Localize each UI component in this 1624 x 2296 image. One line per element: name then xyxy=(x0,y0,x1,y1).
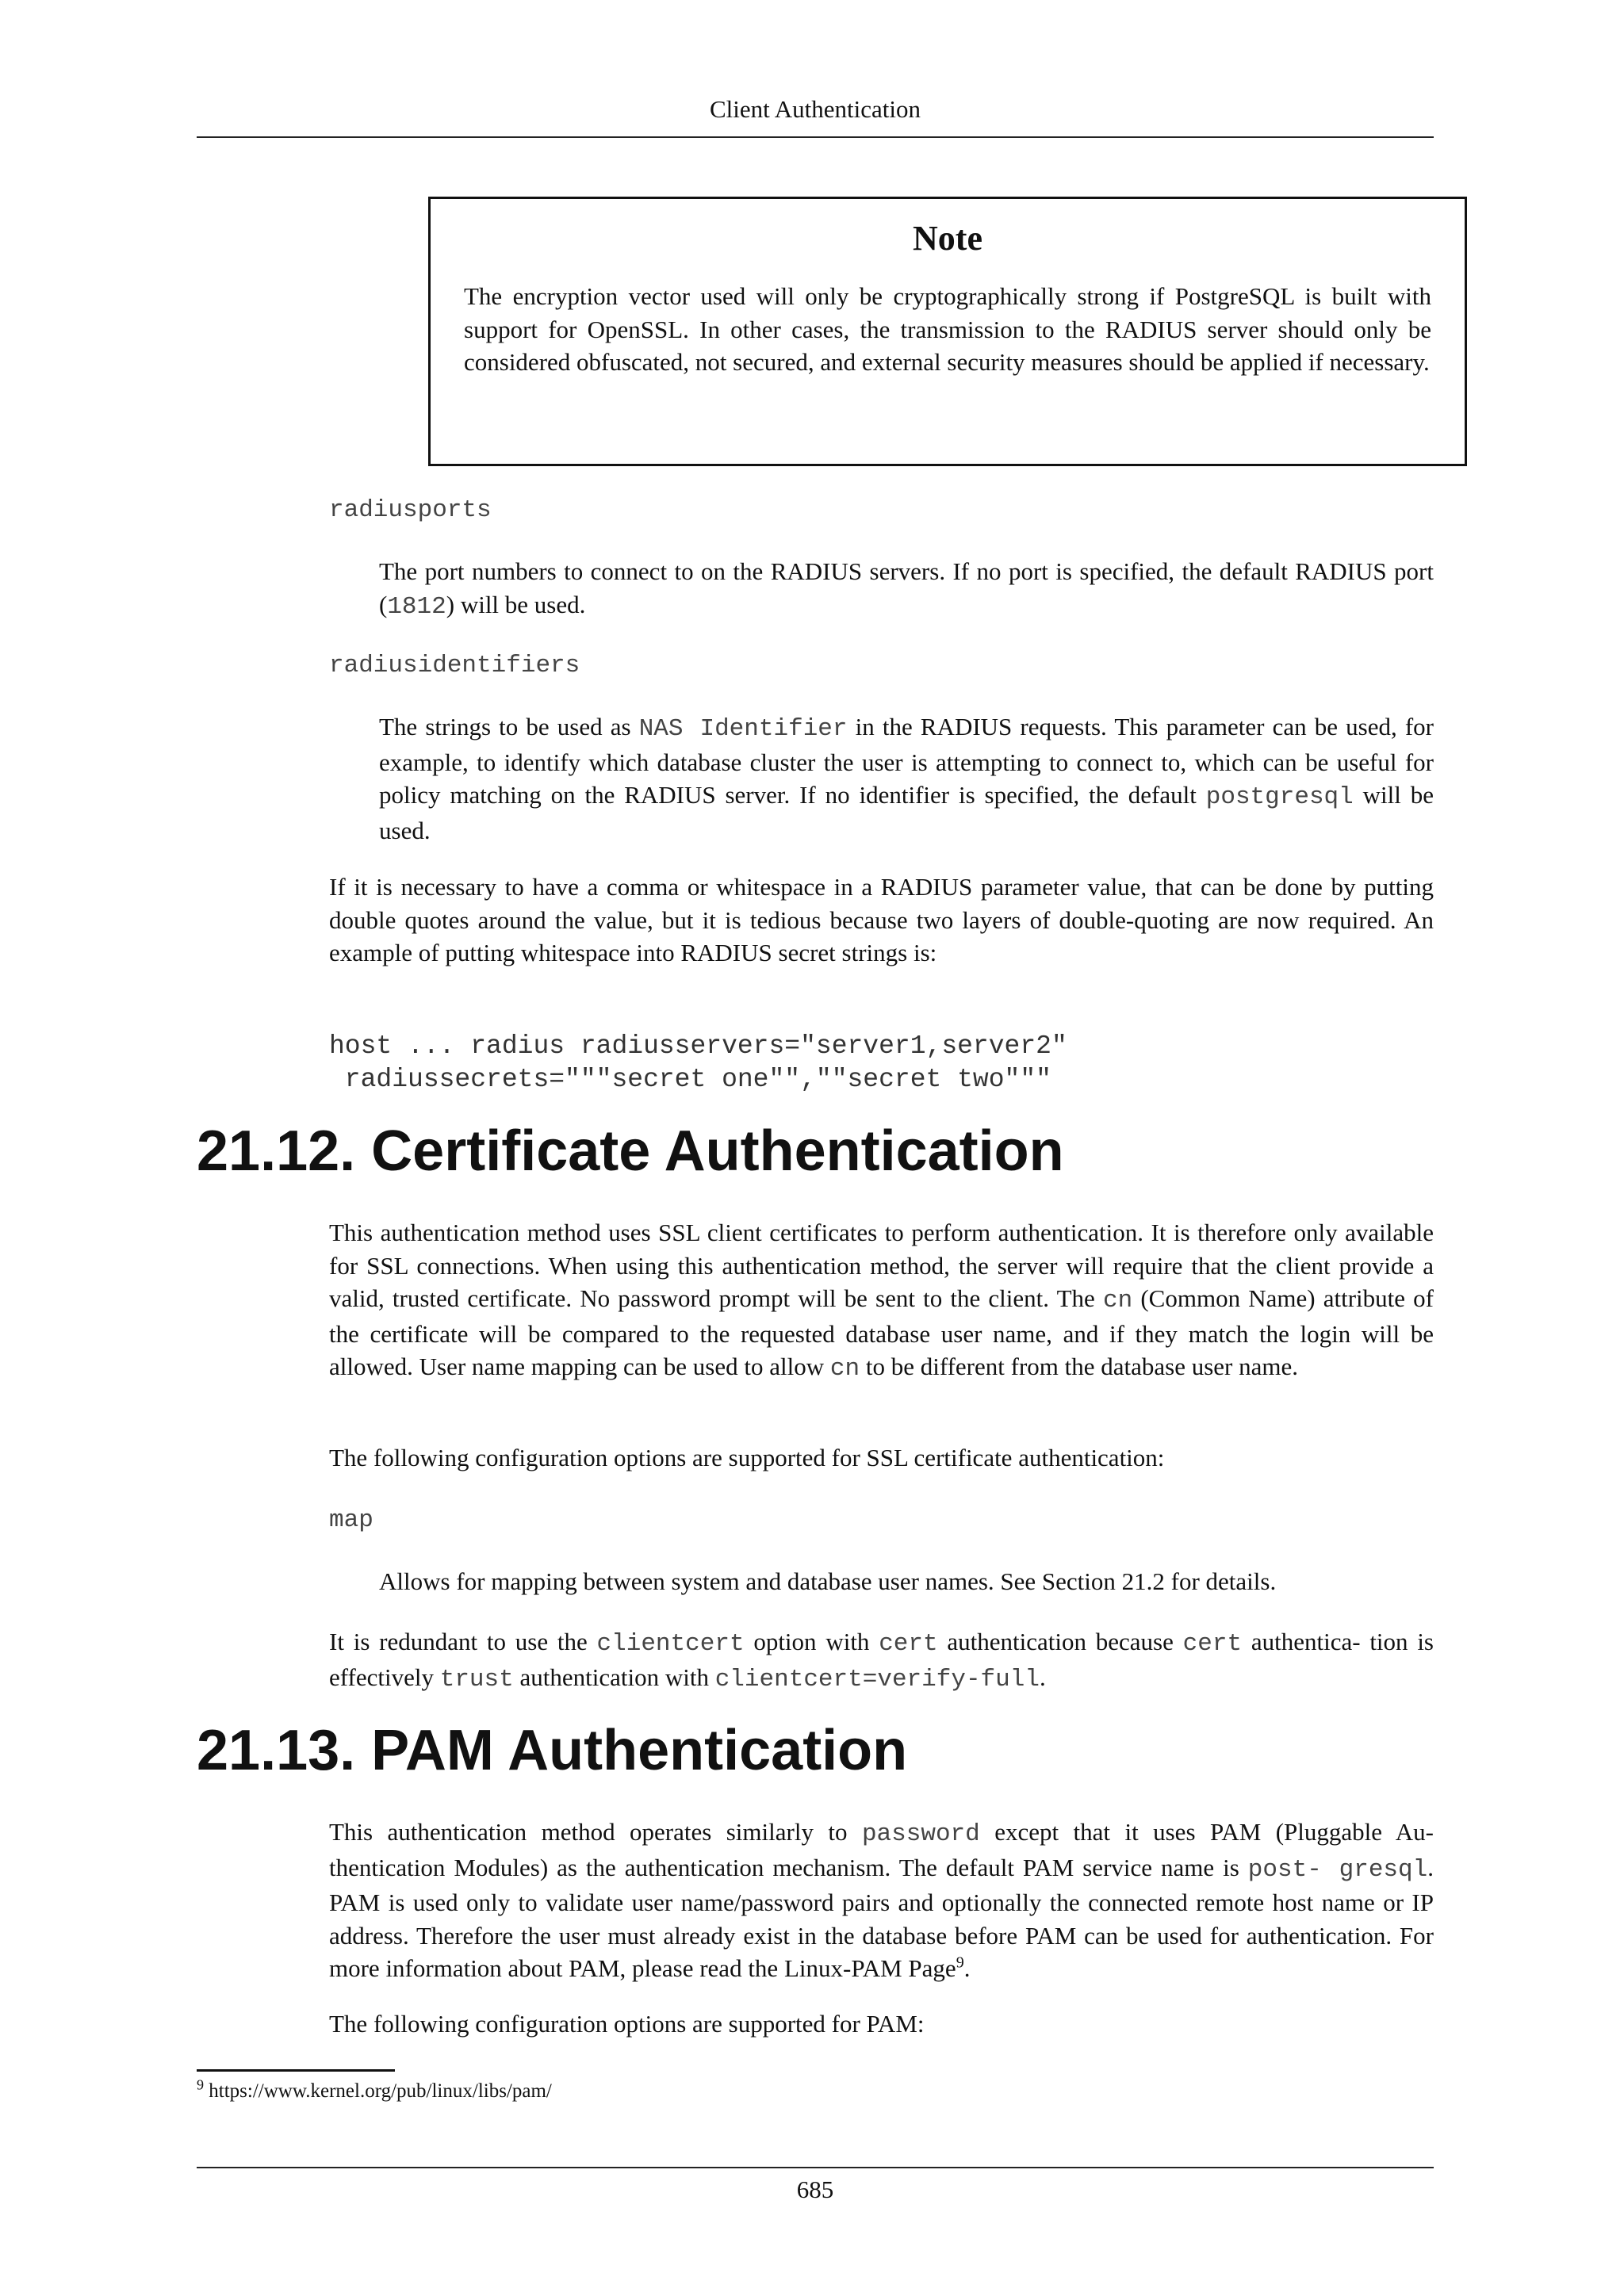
port-code: 1812 xyxy=(387,592,446,621)
radius-code-example xyxy=(329,1030,1067,1096)
cert-paragraph-1: This authentication method uses SSL client certificates to perform authentication. It is therefore only available for SSL connections. When using this authentication method, the server will require that the client provide a valid, trusted certificate. No password prompt will be sent to the client. The cn (Common Name) attribute of the certificate will be compared to the requested database user name, and if they match the login will be allowed. User name mapping can be used to allow cn to be different from the database user name. xyxy=(329,1219,1434,1383)
radius-quoting-paragraph: If it is necessary to have a comma or whitespace in a RADIUS parameter value, that can be done by putting double quotes around the value, but it is tedious because two layers of double-quoting are now required. An example of putting whitespace into RADIUS secret strings is: xyxy=(329,873,1434,966)
cert-code: cert xyxy=(879,1630,938,1658)
code-line-2: radiussecrets="""secret one"",""secret two""" xyxy=(329,1065,1051,1094)
note-body: The encryption vector used will only be cryptographically strong if PostgreSQL is built with support for OpenSSL. In other cases, the transmission to the RADIUS server should only be considered obfuscated, not secured, and external security measures should be applied if necessary. xyxy=(464,282,1431,376)
section-heading-pam: 21.13. PAM Authentication xyxy=(197,1719,908,1782)
page-number: 685 xyxy=(796,2175,834,2203)
postgresql-code: postgresql xyxy=(1205,783,1354,811)
map-description: Allows for mapping between system and database user names. See Section 21.2 for details. xyxy=(379,1567,1277,1595)
footnote-marker: 9 xyxy=(197,2076,204,2093)
note-box xyxy=(428,197,1467,466)
password-code: password xyxy=(861,1820,980,1848)
clientcert-code: clientcert xyxy=(596,1630,745,1658)
pam-paragraph-1: This authentication method operates similarly to password except that it uses PAM (Pluggable Au- thentication Modules) as the authentication mechanism. The default PAM service name is post- gresql. PAM is used only to validate user name/password pairs and optionally the connected remote host name or IP address. Therefore the user must already exist in the database before PAM can be used for authentication. For more information about PAM, please read the Linux-PAM Page$^9$. xyxy=(329,1818,1434,1982)
term-radiusports: radiusports xyxy=(329,496,492,524)
verify-full-code: clientcert=verify-full xyxy=(714,1665,1040,1693)
footnote-url[interactable]: https://www.kernel.org/pub/linux/libs/pam/ xyxy=(209,2080,552,2102)
nas-identifier-code: NAS Identifier xyxy=(638,715,848,743)
cn-code-2: cn xyxy=(829,1355,860,1383)
section-heading-certificate: 21.12. Certificate Authentication xyxy=(197,1119,1064,1183)
linux-pam-page-link[interactable]: Linux-PAM Page xyxy=(783,1954,956,1982)
note-title: Note xyxy=(913,219,982,258)
running-header: Client Authentication xyxy=(709,95,921,123)
cn-code: cn xyxy=(1102,1287,1133,1314)
postgresql-service-code: post- gresql xyxy=(1247,1855,1428,1884)
trust-code: trust xyxy=(439,1665,514,1693)
footnote-reference[interactable]: 9 xyxy=(956,1954,964,1972)
term-map: map xyxy=(329,1506,373,1534)
cert-paragraph-3: It is redundant to use the clientcert option with cert authentication because cert authentica- tion is effectively trust authentication with clientcert=verify-full. xyxy=(329,1628,1434,1693)
radiusidentifiers-description: The strings to be used as NAS Identifier in the RADIUS requests. This parameter can be used, for example, to identify which database cluster the user is attempting to connect to, which can be useful for policy matching on the RADIUS server. If no identifier is specified, the default postgresql will be used. xyxy=(379,713,1434,844)
cert-code-2: cert xyxy=(1182,1630,1243,1658)
code-line-1: host ... radius radiusservers="server1,server2" xyxy=(329,1031,1067,1061)
header-rule xyxy=(197,136,1434,138)
footnote-rule xyxy=(197,2069,395,2072)
pam-paragraph-2: The following configuration options are supported for PAM: xyxy=(329,2010,925,2038)
footnote xyxy=(197,2076,552,2104)
footer-rule xyxy=(197,2167,1434,2168)
term-radiusidentifiers: radiusidentifiers xyxy=(329,652,580,679)
cert-paragraph-2: The following configuration options are supported for SSL certificate authentication: xyxy=(329,1444,1165,1471)
radiusports-description: The port numbers to connect to on the RADIUS servers. If no port is specified, the default RADIUS port (1812) will be used. xyxy=(379,557,1434,621)
